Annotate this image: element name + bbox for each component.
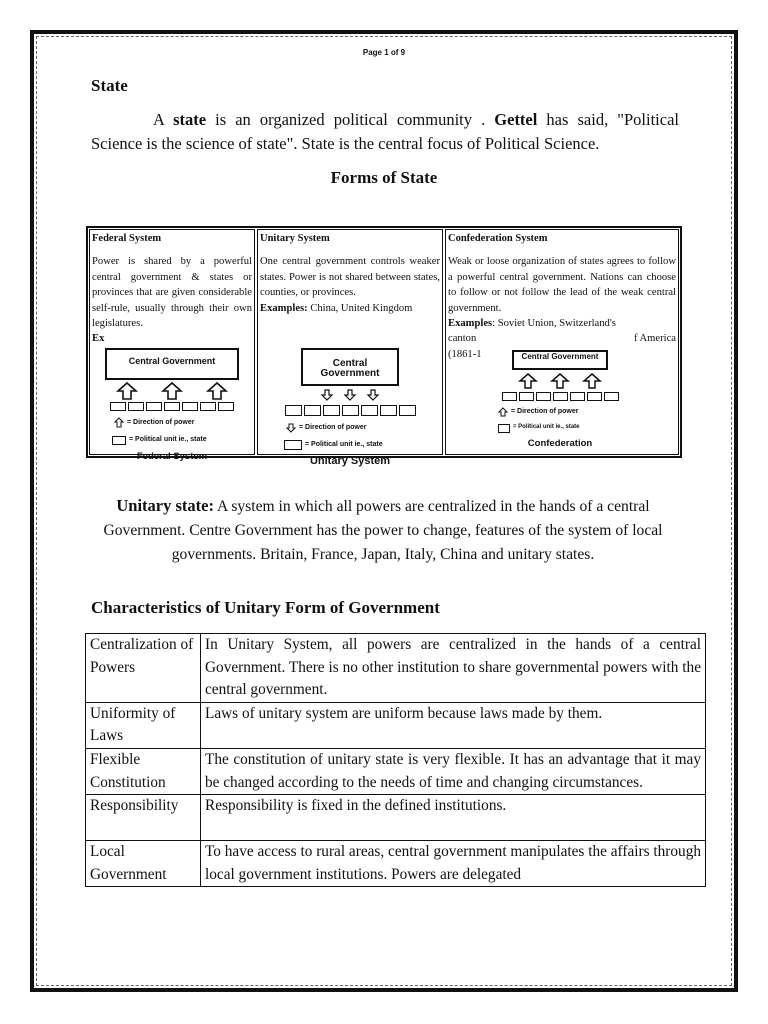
unitary-system-text: One central government controls weaker states. Power is not shared between states, counties, or provinces. Examples: China, United Kingdom xyxy=(260,256,440,314)
state-box xyxy=(380,405,397,416)
state-box xyxy=(342,405,359,416)
characteristic-description: Responsibility is fixed in the defined institutions. xyxy=(201,795,706,841)
unitary-state-paragraph: Unitary state: A system in which all powers are centralized in the hands of a central Government. Centre Government has the power to change, features of the system of local governments. Britain, France, Japan, Italy, China and unitary states. xyxy=(103,496,663,563)
state-box xyxy=(128,402,144,411)
heading-state: State xyxy=(91,76,128,95)
up-arrow-icon xyxy=(519,373,537,389)
state-box xyxy=(182,402,198,411)
down-arrow-icon xyxy=(344,389,356,401)
down-arrow-icon xyxy=(321,389,333,401)
federal-arrows xyxy=(105,382,239,400)
federal-legend-arrow: = Direction of power xyxy=(114,415,250,430)
confederation-central-government-box: Central Government xyxy=(512,350,608,370)
state-box xyxy=(164,402,180,411)
confederation-system-cell xyxy=(445,229,679,455)
unitary-diagram xyxy=(262,348,438,467)
state-box xyxy=(200,402,216,411)
state-box xyxy=(604,392,619,401)
state-box xyxy=(218,402,234,411)
federal-legend-box: = Political unit ie., state xyxy=(112,432,250,447)
confederation-system-text: Weak or loose organization of states agrees to follow a powerful central government. Nations can choose to follow or not follow the lead of the weak central government. Examples: Soviet Union, Switzerland's canton f America (1861-1 xyxy=(448,256,676,360)
characteristic-term: Responsibility xyxy=(86,795,201,841)
confederation-legend-arrow: = Direction of power xyxy=(498,404,630,419)
intro-paragraph: A state is an organized political community . Gettel has said, "Political Science is the science of state". State is the central focus of Political Science. xyxy=(91,110,679,153)
state-box xyxy=(285,405,302,416)
unitary-state-boxes xyxy=(262,405,438,416)
up-arrow-icon xyxy=(551,373,569,389)
unitary-diagram-caption: Unitary System xyxy=(309,454,391,467)
characteristic-description: Laws of unitary system are uniform because laws made by them. xyxy=(201,702,706,748)
state-box xyxy=(587,392,602,401)
confederation-diagram xyxy=(490,348,630,449)
up-arrow-icon xyxy=(162,382,182,400)
up-arrow-icon xyxy=(498,407,508,417)
characteristics-table xyxy=(85,633,706,887)
federal-system-text: Power is shared by a powerful central government & states or provinces that are given considerable self-rule, usually through their own legislatures. Ex xyxy=(92,256,252,345)
table-row xyxy=(86,795,706,841)
unitary-legend-box: = Political unit ie., state xyxy=(284,437,438,452)
table-row xyxy=(86,634,706,703)
federal-diagram-caption: Federal System xyxy=(136,450,208,462)
characteristic-description: The constitution of unitary state is very flexible. It has an advantage that it may be changed according to the needs of time and changing circumstances. xyxy=(201,748,706,794)
state-box xyxy=(536,392,551,401)
unitary-system-cell xyxy=(257,229,443,467)
state-box xyxy=(304,405,321,416)
state-box xyxy=(361,405,378,416)
unitary-legend-arrow: = Direction of power xyxy=(286,420,438,435)
confederation-diagram-caption: Confederation xyxy=(527,437,593,449)
state-box xyxy=(399,405,416,416)
unitary-system-title: Unitary System xyxy=(260,233,330,244)
characteristic-term: Local Government xyxy=(86,841,201,887)
state-box xyxy=(519,392,534,401)
up-arrow-icon xyxy=(207,382,227,400)
state-box xyxy=(502,392,517,401)
forms-of-state-table xyxy=(86,226,682,467)
table-row xyxy=(86,702,706,748)
confederation-system-title: Confederation System xyxy=(448,233,548,244)
down-arrow-icon xyxy=(367,389,379,401)
confederation-arrows xyxy=(512,373,608,389)
up-arrow-icon xyxy=(117,382,137,400)
characteristic-term: Uniformity of Laws xyxy=(86,702,201,748)
up-arrow-icon xyxy=(583,373,601,389)
characteristic-description: In Unitary System, all powers are centralized in the hands of a central Government. There is no other institution to share governmental powers with the central government. xyxy=(201,634,706,703)
page-number: Page 1 of 9 xyxy=(362,48,406,57)
up-arrow-icon xyxy=(114,417,124,428)
characteristic-description: To have access to rural areas, central government manipulates the affairs through local government institutions. Powers are delegated xyxy=(201,841,706,887)
confederation-state-boxes xyxy=(490,392,630,401)
federal-system-title: Federal System xyxy=(92,233,162,244)
characteristics-heading: Characteristics of Unitary Form of Government xyxy=(91,598,440,617)
down-arrow-icon xyxy=(286,423,296,433)
federal-diagram xyxy=(94,348,250,462)
confederation-legend-box: = Political unit ie., state xyxy=(498,420,630,435)
federal-central-government-box: Central Government xyxy=(105,348,239,380)
table-row xyxy=(86,748,706,794)
table-row xyxy=(86,841,706,887)
state-box xyxy=(570,392,585,401)
unitary-central-government-box: Central Government xyxy=(301,348,399,386)
state-box xyxy=(110,402,126,411)
characteristic-term: Flexible Constitution xyxy=(86,748,201,794)
unitary-arrows xyxy=(315,389,385,401)
state-box xyxy=(146,402,162,411)
state-box xyxy=(323,405,340,416)
characteristic-term: Centralization of Powers xyxy=(86,634,201,703)
forms-of-state-heading: Forms of State xyxy=(330,168,438,187)
federal-state-boxes xyxy=(94,402,250,411)
federal-system-cell xyxy=(89,229,255,462)
state-box xyxy=(553,392,568,401)
